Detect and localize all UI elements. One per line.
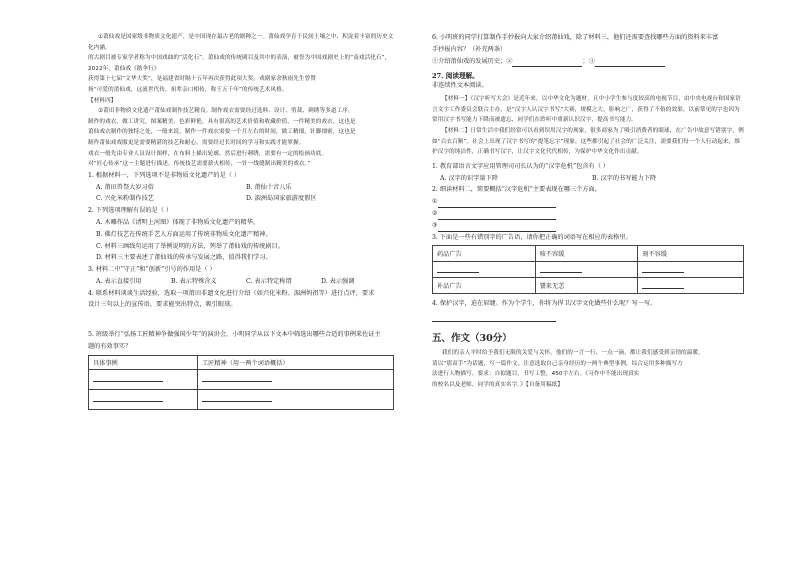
table-cell[interactable] bbox=[638, 262, 744, 278]
question-5: 5. 班级举行“弘扬工匠精神争做强国少年”的演讲会，小明同学从以下文本中筛选出哪些合适的事例来佐证主 bbox=[88, 331, 381, 339]
passage-paragraph: 扬“可爱的莆仙戏，远流世代传，祖辈亲口相传，称王五千年”的传统艺术风格。 bbox=[88, 86, 288, 93]
passage-paragraph: 对“匠心传承”这一主题进行描述。传统技艺需要薪火相传，一针一线缝制出精美的戏衣。” bbox=[88, 161, 311, 168]
question-6: 6. 小明班的同学打算制作手抄报向大家介绍莆仙戏，除了材料三，他们还需要查找哪些方面的资料来丰富 bbox=[432, 34, 719, 41]
question-4: 4. 联系材料谈谈生活经验，选取一项莆田非遗文化进行介绍（如兴化米粉、湄洲妈祖等）进行点评，要求 bbox=[88, 289, 375, 297]
table-cell: 咳不容缓 bbox=[535, 246, 638, 262]
question-6-cont: 手抄报内容？（补充两条） bbox=[432, 45, 507, 53]
question-1: 1. 根据材料一，下列选项不是非物质文化遗产的是（ ） bbox=[88, 171, 241, 179]
answer-prefix: ；③ bbox=[582, 57, 595, 65]
table-cell: 饕来无恙 bbox=[535, 278, 638, 294]
answer-blank[interactable] bbox=[432, 312, 556, 322]
answer-number: ③ bbox=[432, 221, 438, 229]
answer-line bbox=[432, 220, 744, 232]
option-d[interactable]: D. 表示强调 bbox=[321, 277, 355, 285]
answer-blank[interactable] bbox=[438, 212, 556, 220]
table-cell[interactable] bbox=[433, 262, 536, 278]
question-6-answer-line bbox=[432, 56, 744, 68]
question-r2: 2. 细读材料二，简要概括“汉字危机”主要表现在哪三个方面。 bbox=[432, 186, 601, 194]
option-a[interactable]: A. 木雕作品《清明上河图》体现了非物质文化遗产的精华。 bbox=[96, 218, 260, 226]
section-title: 27. 阅读理解。 bbox=[432, 72, 479, 81]
essay-prompt: 法进行人物描写。要求：自拟题目，书写工整，450字左右。《习作中不能出现真实 bbox=[432, 371, 640, 378]
question-2: 2. 下列选项理解有误的是（ ） bbox=[88, 207, 173, 215]
table-cell[interactable] bbox=[198, 369, 394, 389]
left-column bbox=[88, 32, 396, 410]
answer-number: ② bbox=[432, 209, 438, 217]
table-cell[interactable] bbox=[638, 278, 744, 294]
option-c[interactable]: C. 兴化米粉制作技艺 bbox=[96, 195, 154, 203]
answer-blank[interactable] bbox=[438, 224, 556, 232]
question-4-cont: 设计三句以上的宣传语，要求能突出特点，吸引眼球。 bbox=[88, 301, 237, 309]
table-cell[interactable] bbox=[89, 369, 198, 389]
option-a[interactable]: A. 表示直接引用 bbox=[96, 277, 142, 285]
section-subtitle: 非连续性文本阅读。 bbox=[432, 82, 488, 90]
option-d[interactable]: D. 湄洲岛国家旅游度假区 bbox=[246, 195, 317, 203]
answer-blank[interactable] bbox=[512, 59, 582, 67]
essay-prompt: 我们的亲人平时给予我们无限的关爱与关怀，他们的一言一行、一点一滴，都让我们感受到亲情的温暖。 bbox=[442, 350, 704, 357]
passage-paragraph: 的古剧目被专家学者称为中国戏曲的“活化石”。莆仙戏的传统剧目及其中的表演，被誉为中国戏剧史上的“南戏活化石”，2022年，莆仙戏《踏伞行》 bbox=[88, 55, 391, 72]
option-b[interactable]: B. 佛灯技艺在传统手艺人方面运用了传统非物质文化遗产精神。 bbox=[96, 230, 272, 238]
material-paragraph: 【材料二】日常生活中我们经常可以看到误用汉字的现象，很多商家为了吸引消费者的眼球，在广告中故意写错别字，例如“百衣百顺”。社会上出现了汉字书写的“提笔忘字”现象，这些都引起了社会的广泛关注，需要我们每一个人行动起来，维护汉字的纯洁性，正确书写汉字，让汉字文化代代相传，为保护中华文化作出贡献。 bbox=[432, 127, 744, 156]
table-cell: 补品广告 bbox=[433, 278, 536, 294]
examples-table bbox=[88, 355, 394, 410]
passage-paragraph: 莆仙戏衣制作的独特之处，一般来说，制作一件戏衣需要一个月左右的时间，做工精细，针脚细密，这也是 bbox=[88, 129, 356, 136]
passage-paragraph: ①莆仙戏是国家级非物质文化遗产，是中国现存最古老的剧种之一。莆仙戏孕育于民间土壤之中，积淀着丰富的历史文化内涵。 bbox=[88, 34, 394, 51]
essay-prompt: 的校名以及老师、同学的真实名字。》【自备用稿纸】 bbox=[432, 381, 564, 388]
answer-blank[interactable] bbox=[438, 200, 556, 208]
table-cell: 药品广告 bbox=[433, 246, 536, 262]
passage-paragraph: 制作莆仙戏戏服更是需要精湛的技艺和耐心，需要经过长时间的学习和实践才能掌握。 bbox=[88, 139, 305, 146]
answer-line bbox=[432, 208, 744, 220]
option-c[interactable]: C. 材料三画线句运用了举例说明的方法，列举了莆仙戏的传统剧目。 bbox=[96, 242, 284, 250]
passage-paragraph: ②莆田非物质文化遗产莆仙戏制作技艺精良。制作戏衣需要经过选料、设计、剪裁、刺绣等多道工序， bbox=[98, 108, 354, 115]
right-column bbox=[432, 32, 744, 391]
answer-blank[interactable] bbox=[595, 59, 665, 67]
answer-number: ① bbox=[432, 198, 438, 206]
question-r4: 4. 保护汉字，迫在眉睫。作为个学生，你将为捍卫汉字文化做些什么呢？写一写。 bbox=[432, 300, 657, 308]
ad-table bbox=[432, 245, 744, 294]
question-r3: 3. 下面是一些有错别字的广告语，请你把正确的词语写在相应的表格里。 bbox=[432, 233, 632, 241]
question-5-cont: 题的有效事实？ bbox=[88, 343, 132, 351]
option-d[interactable]: D. 材料三主要表述了莆仙戏的传承与发展之路，值得我们学习。 bbox=[96, 254, 272, 262]
option-b[interactable]: B. 莆仙十音八乐 bbox=[246, 183, 292, 191]
material-label: 【材料四】 bbox=[88, 97, 117, 104]
essay-section-title: 五、作文（30分） bbox=[432, 333, 512, 345]
passage-paragraph: 制作的戏衣，做工讲究，图案精美，色彩鲜艳，具有很高的艺术价值和收藏价值，一件精美的戏衣，这也是 bbox=[88, 118, 356, 125]
passage-paragraph: 获得第十七届“文华大奖”，是福建省时隔十五年再次获得此项大奖。戏剧家余秋雨先生曾赞 bbox=[88, 76, 317, 83]
answer-line bbox=[432, 196, 744, 208]
question-r1: 1. 教育部语言文字应用管理司司长认为的“汉字危机”包含有（ ） bbox=[432, 162, 610, 170]
table-header: 具体事例 bbox=[89, 355, 198, 369]
answer-prefix: ①介绍莆仙戏的发展历史；② bbox=[432, 57, 513, 65]
option-c[interactable]: C. 表示特定称谓 bbox=[246, 277, 292, 285]
table-cell[interactable] bbox=[198, 389, 394, 409]
question-3: 3. 材料二中“守正”和“创新”引号的作用是（ ） bbox=[88, 266, 216, 274]
option-a[interactable]: A. 汉字的识字量下降 bbox=[440, 174, 498, 182]
table-cell[interactable] bbox=[535, 262, 638, 278]
passage-paragraph: 戏衣一般先由专业人员设计图样，在布料上描出轮廓，然后进行刺绣，需要有一定的绘画功底。 bbox=[88, 150, 328, 157]
table-cell[interactable] bbox=[89, 389, 198, 409]
option-b[interactable]: B. 汉字的书写能力下降 bbox=[592, 174, 657, 182]
option-b[interactable]: B. 表示特殊含义 bbox=[171, 277, 217, 285]
question-3-options bbox=[88, 276, 396, 288]
material-paragraph: 【材料一】《汉字听写大会》是近年来，以中华文化为题材，且中小学生参与度较高的电视节目，由中央电视台和国家语言文字工作委员会联合主办，是“汉字人认汉字书写”大赛，规模之大，影响之广，获得了不俗的效果。以前常见的字也因为常用汉字书写能力下降而被遗忘，同学们在聆听中重新认识汉字，提高书写能力。 bbox=[432, 96, 741, 124]
essay-prompt: 请以“那双手”为话题，写一篇作文。注意选取自己亲身经历的一两个典型事例，综合运用多种描写方 bbox=[432, 360, 683, 367]
question-r1-options bbox=[432, 173, 744, 185]
table-cell: 刻不容缓 bbox=[638, 246, 744, 262]
table-header: 工匠精神（用一两个词语概括） bbox=[198, 355, 394, 369]
question-1-options bbox=[88, 182, 396, 206]
option-a[interactable]: A. 莆田兽祭大岁习俗 bbox=[96, 183, 154, 191]
